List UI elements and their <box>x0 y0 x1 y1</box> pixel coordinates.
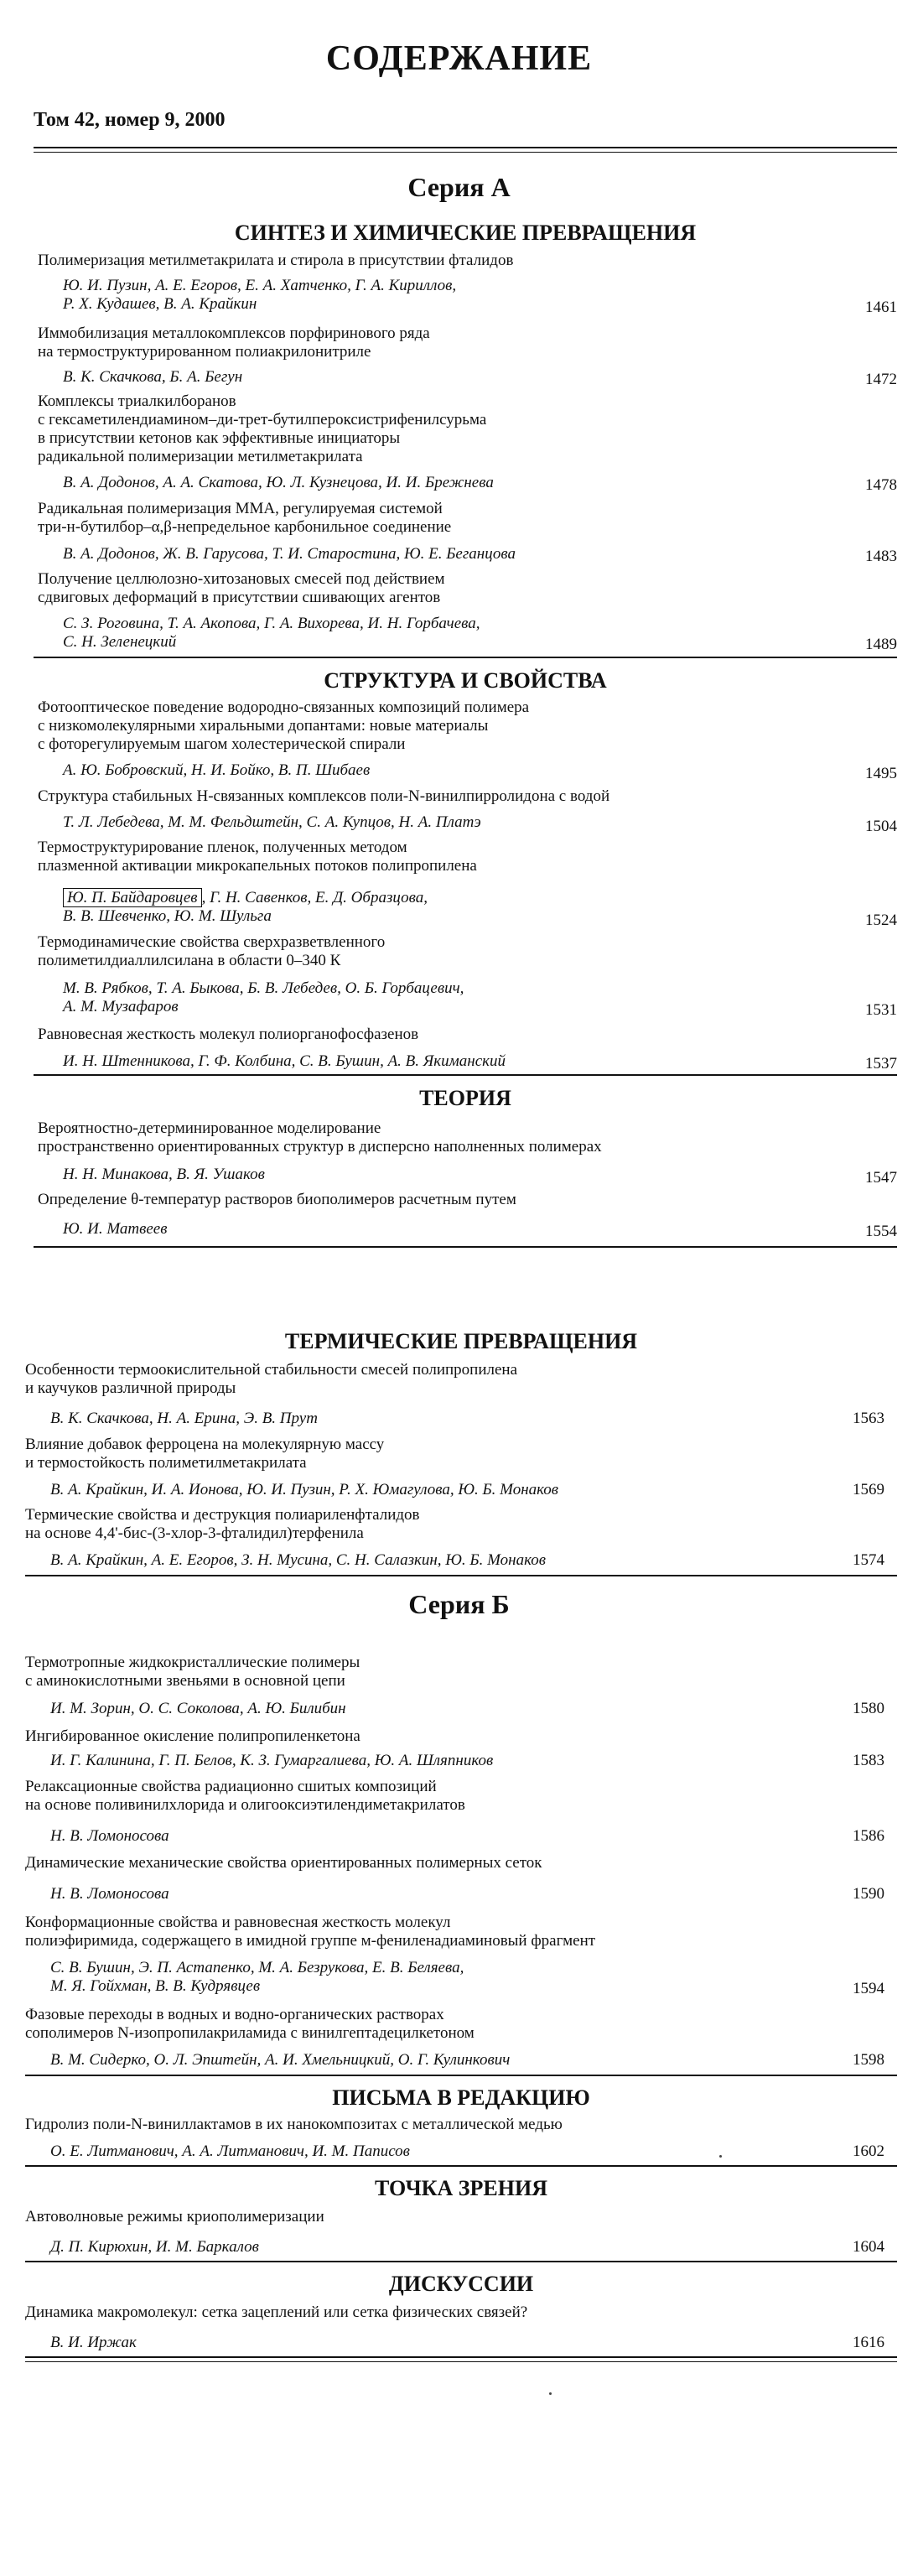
article-page: 1616 <box>853 2334 884 2351</box>
article-authors: С. З. Роговина, Т. А. Акопова, Г. А. Вихорева, И. Н. Горбачева, С. Н. Зеленецкий <box>63 615 480 651</box>
article-title: Динамика макромолекул: сетка зацеплений или сетка физических связей? <box>25 2303 528 2321</box>
article-title: Радикальная полимеризация ММА, регулируемая системой три-н-бутилбор–α,β-непредельное карбонильное соединение <box>38 500 452 536</box>
article-title: Равновесная жесткость молекул полиорганофосфазенов <box>38 1026 419 1043</box>
article-authors: В. А. Крайкин, А. Е. Егоров, З. Н. Мусина, С. Н. Салазкин, Ю. Б. Монаков <box>50 1551 547 1569</box>
article-authors: В. И. Иржак <box>50 2334 137 2351</box>
article-authors: В. А. Додонов, А. А. Скатова, Ю. Л. Кузнецова, И. И. Брежнева <box>63 474 494 491</box>
article-authors: Ю. И. Матвеев <box>63 1220 168 1238</box>
article-title: Иммобилизация металлокомплексов порфиринового ряда на термоструктурированном полиакрилонитриле <box>38 325 430 361</box>
section-viewpoint-header: ТОЧКА ЗРЕНИЯ <box>375 2176 547 2200</box>
article-page: 1590 <box>853 1885 884 1903</box>
article-page: 1586 <box>853 1827 884 1845</box>
article-title: Ингибированное окисление полипропиленкетона <box>25 1727 360 1745</box>
section-synthesis-header: СИНТЕЗ И ХИМИЧЕСКИЕ ПРЕВРАЩЕНИЯ <box>234 221 697 245</box>
section-divider <box>25 2261 897 2262</box>
article-title: Комплексы триалкилборанов с гексаметилендиамином–ди-трет-бутилпероксистрифенилсурьма в присутствии кетонов как эффективные инициаторы радикальной полимеризации метилметакрилата <box>38 392 487 465</box>
article-page: 1547 <box>865 1169 897 1187</box>
article-authors: Ю. И. Пузин, А. Е. Егоров, Е. А. Хатченко, Г. А. Кириллов, Р. Х. Кудашев, В. А. Крайкин <box>63 277 457 313</box>
article-page: 1569 <box>853 1481 884 1498</box>
article-authors: Ю. П. Байдаровцев , Г. Н. Савенков, Е. Д. Образцова, В. В. Шевченко, Ю. М. Шульга <box>63 889 428 925</box>
volume-info: Том 42, номер 9, 2000 <box>34 109 226 131</box>
article-authors: М. В. Рябков, Т. А. Быкова, Б. В. Лебедев, О. Б. Горбацевич, А. М. Музафаров <box>63 979 464 1015</box>
article-page: 1483 <box>865 548 897 565</box>
article-page: 1604 <box>853 2238 884 2256</box>
article-title: Определение θ-температур растворов биополимеров расчетным путем <box>38 1191 516 1208</box>
series-a-header: Серия А <box>407 172 511 202</box>
article-page: 1537 <box>865 1055 897 1072</box>
section-discussions-header: ДИСКУССИИ <box>388 2272 534 2296</box>
article-title: Автоволновые режимы криополимеризации <box>25 2208 324 2225</box>
article-title: Конформационные свойства и равновесная жесткость молекул полиэфиримида, содержащего в имидной группе м-фениленадиаминовый фрагмент <box>25 1914 596 1950</box>
section-divider <box>34 1246 897 1248</box>
article-title: Термотропные жидкокристаллические полимеры с аминокислотными звеньями в основной цепи <box>25 1654 360 1690</box>
boxed-author-name: Ю. П. Байдаровцев <box>63 888 202 907</box>
article-page: 1472 <box>865 371 897 388</box>
article-page: 1598 <box>853 2051 884 2069</box>
article-page: 1602 <box>853 2142 884 2160</box>
article-authors: А. Ю. Бобровский, Н. И. Бойко, В. П. Шибаев <box>63 761 371 779</box>
scan-speck <box>549 2392 552 2395</box>
section-letters-header: ПИСЬМА В РЕДАКЦИЮ <box>332 2085 590 2110</box>
section-divider <box>25 1575 897 1576</box>
section-divider <box>34 1074 897 1076</box>
section-divider <box>34 657 897 658</box>
scan-speck <box>719 2155 722 2158</box>
article-page: 1504 <box>865 818 897 835</box>
article-title: Полимеризация метилметакрилата и стирола в присутствии фталидов <box>38 252 514 269</box>
article-title: Термоструктурирование пленок, полученных методом плазменной активации микрокапельных потоков полипропилена <box>38 839 477 875</box>
article-page: 1554 <box>865 1223 897 1240</box>
article-title: Термические свойства и деструкция полиариленфталидов на основе 4,4'-бис-(3-хлор-3-фталидил)терфенила <box>25 1506 420 1542</box>
article-page: 1580 <box>853 1700 884 1717</box>
article-page: 1524 <box>865 911 897 929</box>
article-title: Влияние добавок ферроцена на молекулярную массу и термостойкость полиметилметакрилата <box>25 1436 385 1472</box>
article-authors: И. Г. Калинина, Г. П. Белов, К. З. Гумаргалиева, Ю. А. Шляпников <box>50 1752 494 1769</box>
article-title: Динамические механические свойства ориентированных полимерных сеток <box>25 1854 542 1872</box>
article-page: 1594 <box>853 1980 884 1997</box>
article-title: Фотооптическое поведение водородно-связанных композиций полимера с низкомолекулярными хиральными допантами: новые материалы с фоторегулируемым шагом холестерической спирали <box>38 699 530 753</box>
section-thermal-header: ТЕРМИЧЕСКИЕ ПРЕВРАЩЕНИЯ <box>284 1329 638 1353</box>
article-page: 1461 <box>865 299 897 316</box>
article-authors: Н. Н. Минакова, В. Я. Ушаков <box>63 1166 265 1183</box>
article-page: 1495 <box>865 765 897 782</box>
article-title: Фазовые переходы в водных и водно-органических растворах сополимеров N-изопропилакриламида с винилгептадецилкетоном <box>25 2006 475 2042</box>
article-page: 1574 <box>853 1551 884 1569</box>
article-authors: В. К. Скачкова, Н. А. Ерина, Э. В. Прут <box>50 1410 318 1427</box>
article-title: Особенности термоокислительной стабильности смесей полипропилена и каучуков различной природы <box>25 1361 518 1397</box>
article-page: 1563 <box>853 1410 884 1427</box>
article-authors: О. Е. Литманович, А. А. Литманович, И. М. Паписов <box>50 2142 410 2160</box>
section-theory-header: ТЕОРИЯ <box>419 1086 511 1110</box>
article-authors: В. А. Додонов, Ж. В. Гарусова, Т. И. Старостина, Ю. Е. Беганцова <box>63 545 516 563</box>
article-title: Гидролиз поли-N-виниллактамов в их нанокомпозитах с металлической медью <box>25 2116 563 2133</box>
header-divider <box>34 147 897 153</box>
article-page: 1478 <box>865 476 897 494</box>
article-title: Вероятностно-детерминированное моделирование пространственно ориентированных структур в дисперсно наполненных полимерах <box>38 1119 602 1156</box>
article-authors: Н. В. Ломоносова <box>50 1885 169 1903</box>
article-authors: Н. В. Ломоносова <box>50 1827 169 1845</box>
article-authors: В. А. Крайкин, И. А. Ионова, Ю. И. Пузин, Р. Х. Юмагулова, Ю. Б. Монаков <box>50 1481 559 1498</box>
article-authors: И. Н. Штенникова, Г. Ф. Колбина, С. В. Бушин, А. В. Якиманский <box>63 1052 506 1070</box>
article-page: 1531 <box>865 1001 897 1019</box>
section-divider <box>25 2165 897 2167</box>
article-authors: С. В. Бушин, Э. П. Астапенко, М. А. Безрукова, Е. В. Беляева, М. Я. Гойхман, В. В. Кудрявцев <box>50 1959 464 1995</box>
article-page: 1489 <box>865 636 897 653</box>
article-authors: И. М. Зорин, О. С. Соколова, А. Ю. Билибин <box>50 1700 346 1717</box>
article-title: Релаксационные свойства радиационно сшитых композиций на основе поливинилхлорида и олигооксиэтилендиметакрилатов <box>25 1778 465 1814</box>
section-divider <box>25 2075 897 2076</box>
article-authors: Т. Л. Лебедева, М. М. Фельдштейн, С. А. Купцов, Н. А. Платэ <box>63 813 481 831</box>
page-title: СОДЕРЖАНИЕ <box>325 39 593 78</box>
article-authors: Д. П. Кирюхин, И. М. Баркалов <box>50 2238 259 2256</box>
article-title: Структура стабильных Н-связанных комплексов поли-N-винилпирролидона с водой <box>38 787 610 805</box>
footer-divider <box>25 2356 897 2362</box>
series-b-header: Серия Б <box>408 1589 510 1619</box>
article-page: 1583 <box>853 1752 884 1769</box>
article-authors: В. М. Сидерко, О. Л. Эпштейн, А. И. Хмельницкий, О. Г. Кулинкович <box>50 2051 511 2069</box>
article-authors: В. К. Скачкова, Б. А. Бегун <box>63 368 243 386</box>
section-structure-header: СТРУКТУРА И СВОЙСТВА <box>324 668 607 693</box>
article-title: Термодинамические свойства сверхразветвленного полиметилдиаллилсилана в области 0–340 К <box>38 933 386 969</box>
article-title: Получение целлюлозно-хитозановых смесей под действием сдвиговых деформаций в присутствии сшивающих агентов <box>38 570 445 606</box>
